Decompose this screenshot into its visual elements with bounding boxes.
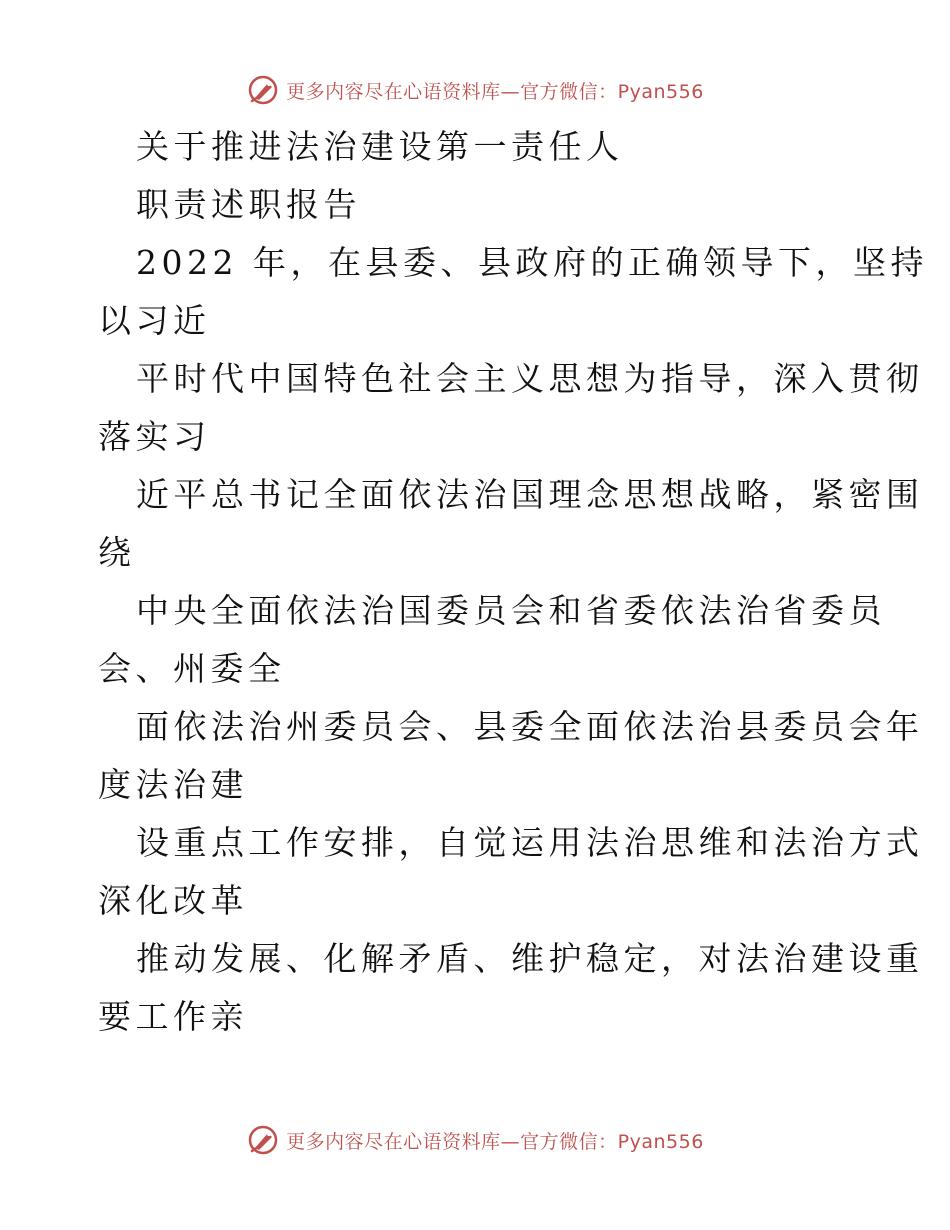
text-line: 要工作亲 <box>98 997 248 1036</box>
text-line: 面依法治州委员会、县委全面依法治县委员会年 <box>136 707 924 746</box>
pen-nib-logo-icon <box>246 73 280 107</box>
text-line: 中央全面依法治国委员会和省委依法治省委员 <box>136 591 886 630</box>
text-line: 2022 年，在县委、县政府的正确领导下，坚持 <box>136 243 928 282</box>
text-line: 职责述职报告 <box>136 185 361 224</box>
text-line: 落实习 <box>98 417 211 456</box>
text-line: 深化改革 <box>98 881 248 920</box>
text-line: 平时代中国特色社会主义思想为指导，深入贯彻 <box>136 359 924 398</box>
text-line: 绕 <box>98 533 136 572</box>
document-body <box>98 118 928 1046</box>
text-line: 推动发展、化解矛盾、维护稳定，对法治建设重 <box>136 939 924 978</box>
text-line: 度法治建 <box>98 765 248 804</box>
footer-watermark <box>0 1120 950 1160</box>
pen-nib-logo-icon <box>246 1123 280 1157</box>
text-line: 会、州委全 <box>98 649 286 688</box>
text-line: 关于推进法治建设第一责任人 <box>136 127 624 166</box>
watermark-text: 更多内容尽在心语资料库—官方微信：Pyan556 <box>286 1130 704 1153</box>
header-watermark <box>0 70 950 110</box>
text-line: 近平总书记全面依法治国理念思想战略，紧密围 <box>136 475 924 514</box>
text-line: 设重点工作安排，自觉运用法治思维和法治方式 <box>136 823 924 862</box>
watermark-text: 更多内容尽在心语资料库—官方微信：Pyan556 <box>286 80 704 103</box>
text-line: 以习近 <box>98 301 211 340</box>
